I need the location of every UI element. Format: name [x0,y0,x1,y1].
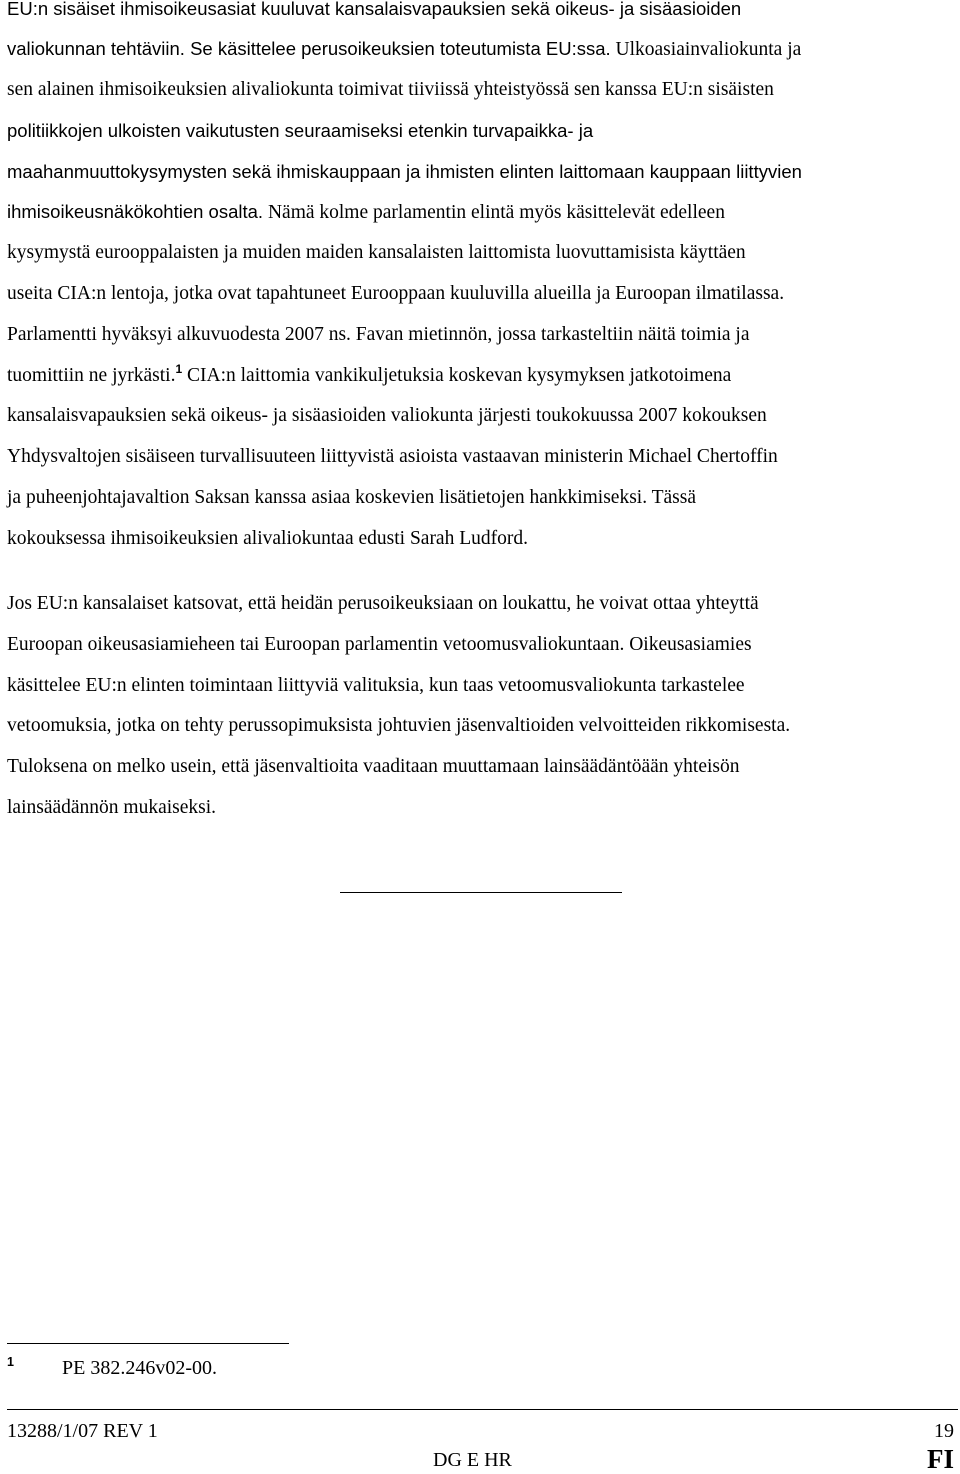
text-line: kansalaisvapauksien sekä oikeus- ja sisäasioiden valiokunta järjesti toukokuussa 2007 kokouksen [7,405,767,426]
text-line: lainsäädännön mukaiseksi. [7,797,217,818]
language-code: FI [927,1444,954,1474]
document-reference: 13288/1/07 REV 1 [7,1420,158,1442]
text-line: käsittelee EU:n elinten toimintaan liittyviä valituksia, kun taas vetoomusvaliokunta tarkastelee [7,675,745,696]
footnote-text: PE 382.246v02-00. [62,1357,217,1379]
footnote-reference[interactable]: 1 [175,362,183,376]
text-line: sen alainen ihmisoikeuksien alivaliokunta toimivat tiiviissä yhteistyössä sen kanssa EU:n sisäisten [7,79,774,100]
text-line: kokouksessa ihmisoikeuksien alivaliokuntaa edusti Sarah Ludford. [7,528,528,549]
text-line: maahanmuuttokysymysten sekä ihmiskauppaan ja ihmisten elinten laittomaan kauppaan liittyvien [7,161,802,182]
text-line: EU:n sisäiset ihmisoikeusasiat kuuluvat kansalaisvapauksien sekä oikeus- ja sisäasioiden [7,0,742,19]
text-line: Jos EU:n kansalaiset katsovat, että heidän perusoikeuksiaan on loukattu, he voivat ottaa yhteyttä [7,593,759,614]
section-end-divider [340,892,622,893]
text-line: Parlamentti hyväksyi alkuvuodesta 2007 ns. Favan mietinnön, jossa tarkasteltiin näitä toimia ja [7,324,750,345]
text-line: vetoomuksia, jotka on tehty perussopimuksista johtuvien jäsenvaltioiden velvoitteiden rikkomisesta. [7,715,791,736]
text-line: Euroopan oikeusasiamieheen tai Euroopan parlamentin vetoomusvaliokuntaan. Oikeusasiamies [7,634,752,655]
footnote-divider [7,1343,289,1344]
footer-divider [7,1409,958,1410]
text-line: ihmisoikeusnäkökohtien osalta. Nämä kolme parlamentin elintä myös käsittelevät edelleen [7,201,725,223]
text-line: valiokunnan tehtäviin. Se käsittelee perusoikeuksien toteutumista EU:ssa. Ulkoasiainvaliokunta ja [7,38,802,60]
department-code: DG E HR [433,1449,512,1471]
page-number: 19 [934,1420,954,1442]
text-line: tuomittiin ne jyrkästi.$^1$ CIA:n laittomia vankikuljetuksia koskevan kysymyksen jatkotoimena [7,362,732,386]
footnote-number: 1 [7,1355,14,1369]
text-line: kysymystä eurooppalaisten ja muiden maiden kansalaisten laittomista luovuttamisista käyttäen [7,242,746,263]
text-line: Tuloksena on melko usein, että jäsenvaltioita vaaditaan muuttamaan lainsäädäntöään yhteisön [7,756,740,777]
text-line: politiikkojen ulkoisten vaikutusten seuraamiseksi etenkin turvapaikka- ja [7,120,594,141]
text-line: Yhdysvaltojen sisäiseen turvallisuuteen liittyvistä asioista vastaavan ministerin Michael Chertoffin [7,446,778,467]
text-line: useita CIA:n lentoja, jotka ovat tapahtuneet Eurooppaan kuuluvilla alueilla ja Euroopan ilmatilassa. [7,283,785,304]
text-line: ja puheenjohtajavaltion Saksan kanssa asiaa koskevien lisätietojen hankkimiseksi. Tässä [7,487,697,508]
